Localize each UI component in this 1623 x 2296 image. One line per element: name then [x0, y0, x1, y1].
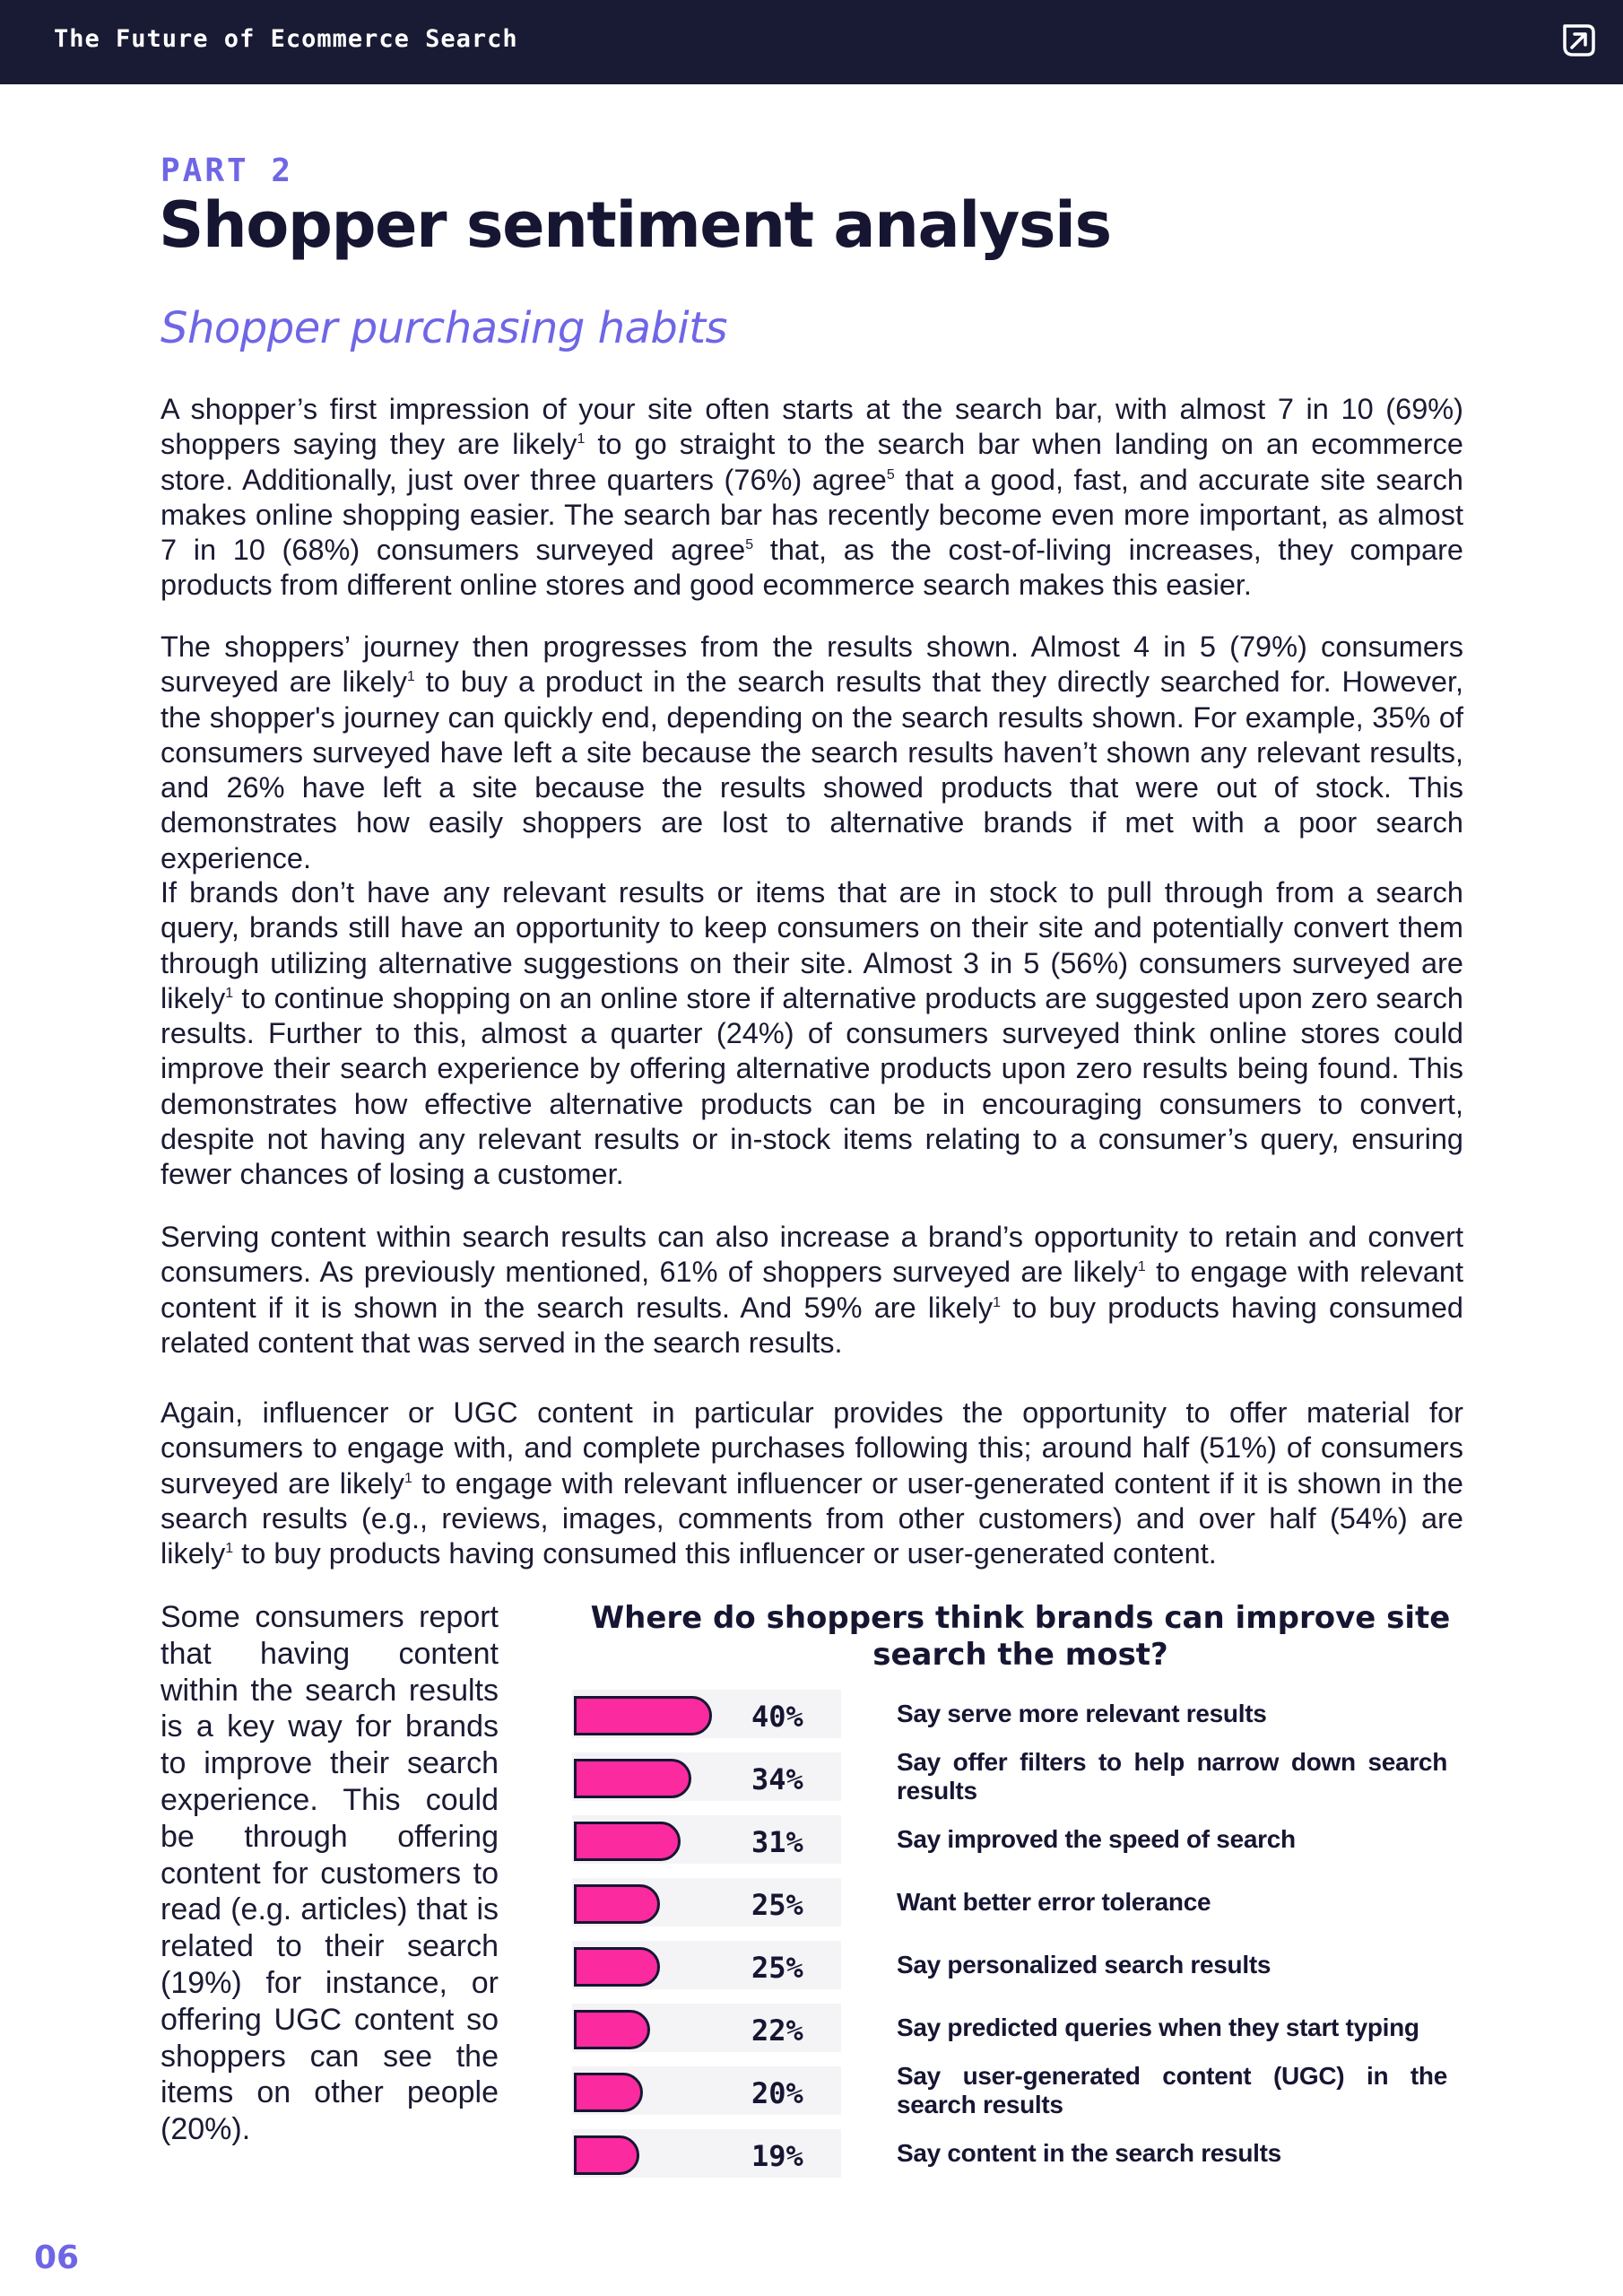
category-label: Say personalized search results	[897, 1951, 1271, 1979]
paragraph-1	[161, 392, 1463, 604]
chart-title: Where do shoppers think brands can improve site search the most?	[590, 1600, 1451, 1673]
paragraph-text: to go straight to the search bar when landing on an ecommerce store. Additionally, just over three quarters (76%) agree	[161, 428, 1463, 496]
chart-row	[572, 2001, 1469, 2055]
paragraph-5	[161, 1396, 1463, 1571]
paragraph-text: that, as the cost-of-living increases, they compare products from different online stores and good ecommerce search makes this easier.	[161, 534, 1463, 602]
footnote-ref: 1	[993, 1294, 1002, 1310]
paragraph-text: Again, influencer or UGC content in particular provides the opportunity to offer material for consumers to engage with, and complete purchases following this; around half (51%) of consumers surveyed are likely	[161, 1396, 1463, 1500]
chart-row	[572, 1813, 1469, 1866]
bar-value-label: 25%	[751, 1951, 803, 1985]
arrow-box-logo-icon	[1560, 22, 1598, 59]
bar-value-label: 22%	[751, 2013, 803, 2048]
paragraph-2	[161, 630, 1463, 876]
section-subtitle: Shopper purchasing habits	[161, 303, 728, 353]
bar	[574, 2073, 643, 2112]
bar	[574, 2010, 650, 2049]
paragraph-text: to buy products having consumed this influencer or user-generated content.	[233, 1537, 1217, 1570]
footnote-ref: 1	[404, 1470, 412, 1486]
paragraph-text: If brands don’t have any relevant results or items that are in stock to pull through from a search query, brands still have an opportunity to keep consumers on their site and potentially convert them through utilizing alternative suggestions on their site. Almost 3 in 5 (56%) consumers surveyed are likely	[161, 876, 1463, 1014]
top-header-bar	[0, 0, 1623, 84]
bar	[574, 2135, 639, 2175]
chart-row	[572, 1750, 1469, 1804]
bar	[574, 1696, 712, 1735]
document-title: The Future of Ecommerce Search	[54, 25, 518, 53]
page-number: 06	[34, 2239, 80, 2276]
bar-value-label: 34%	[751, 1762, 803, 1796]
chart-row	[572, 1938, 1469, 1992]
category-label: Say improved the speed of search	[897, 1825, 1296, 1853]
footnote-ref: 1	[225, 986, 234, 1002]
side-paragraph: Some consumers report that having content within the search results is a key way for brands to improve their search experience. This could be through offering content for customers to read (e.g. articles) that is related to their search (19%) for instance, or offering UGC content so shoppers can see the items on other people (20%).	[161, 1600, 499, 2147]
bar	[574, 1759, 691, 1798]
category-label: Say offer filters to help narrow down search results	[897, 1748, 1447, 1805]
bar	[574, 1947, 660, 1987]
paragraph-text: The shoppers’ journey then progresses from the results shown. Almost 4 in 5 (79%) consumers surveyed are likely	[161, 631, 1463, 699]
category-label: Say predicted queries when they start typing	[897, 2013, 1419, 2041]
chart-row	[572, 1687, 1469, 1741]
paragraph-3	[161, 875, 1463, 1193]
paragraph-text: to engage with relevant content if it is shown in the search results. And 59% are likely	[161, 1256, 1464, 1324]
footnote-ref: 5	[886, 466, 895, 483]
bar-value-label: 25%	[751, 1888, 803, 1922]
page-title: Shopper sentiment analysis	[159, 188, 1111, 262]
paragraph-text: to continue shopping on an online store if alternative products are suggested upon zero search results. Further to this, almost a quarter (24%) of consumers surveyed think online stores could improve their search experience by offering alternative products upon zero results being found. This demonstrates how effective alternative products can be in encouraging consumers to convert, despite not having any relevant results or in-stock items relating to a consumer’s query, ensuring fewer chances of losing a customer.	[161, 981, 1463, 1191]
bar-value-label: 31%	[751, 1825, 803, 1859]
bar-value-label: 19%	[751, 2139, 803, 2173]
category-label: Say serve more relevant results	[897, 1700, 1267, 1727]
footnote-ref: 1	[225, 1541, 234, 1557]
bar-value-label: 40%	[751, 1700, 803, 1734]
part-label: PART 2	[161, 152, 294, 189]
paragraph-text: to buy products having consumed related content that was served in the search results.	[161, 1291, 1463, 1359]
chart-row	[572, 2126, 1469, 2180]
paragraph-text: that a good, fast, and accurate site search makes online shopping easier. The search bar has recently become even more important, as almost 7 in 10 (68%) consumers surveyed agree	[161, 463, 1463, 567]
category-label: Say content in the search results	[897, 2139, 1281, 2167]
category-label: Say user-generated content (UGC) in the search results	[897, 2062, 1447, 2118]
footnote-ref: 1	[406, 669, 415, 685]
paragraph-text: to engage with relevant influencer or user-generated content if it is shown in the search results (e.g., reviews, images, comments from other customers) and over half (54%) are likely	[161, 1466, 1464, 1570]
paragraph-text: Serving content within search results can also increase a brand’s opportunity to retain and convert consumers. As previously mentioned, 61% of shoppers surveyed are likely	[161, 1221, 1463, 1289]
paragraph-text: A shopper’s first impression of your site often starts at the search bar, with almost 7 in 10 (69%) shoppers saying they are likely	[161, 393, 1463, 461]
category-label: Want better error tolerance	[897, 1888, 1211, 1916]
chart-row	[572, 1875, 1469, 1929]
bar-value-label: 20%	[751, 2076, 803, 2110]
bar	[574, 1884, 660, 1924]
bar	[574, 1822, 681, 1861]
footnote-ref: 5	[745, 537, 754, 553]
chart-row	[572, 2064, 1469, 2118]
footnote-ref: 1	[1137, 1259, 1146, 1275]
footnote-ref: 1	[577, 431, 586, 448]
paragraph-4	[161, 1220, 1463, 1361]
paragraph-text: to buy a product in the search results that they directly searched for. However, the shopper's journey can quickly end, depending on the search results shown. For example, 35% of consumers surveyed have left a site because the search results haven’t shown any relevant results, and 26% have left a site because the results showed products that were out of stock. This demonstrates how easily shoppers are lost to alternative brands if met with a poor search experience.	[161, 665, 1464, 874]
